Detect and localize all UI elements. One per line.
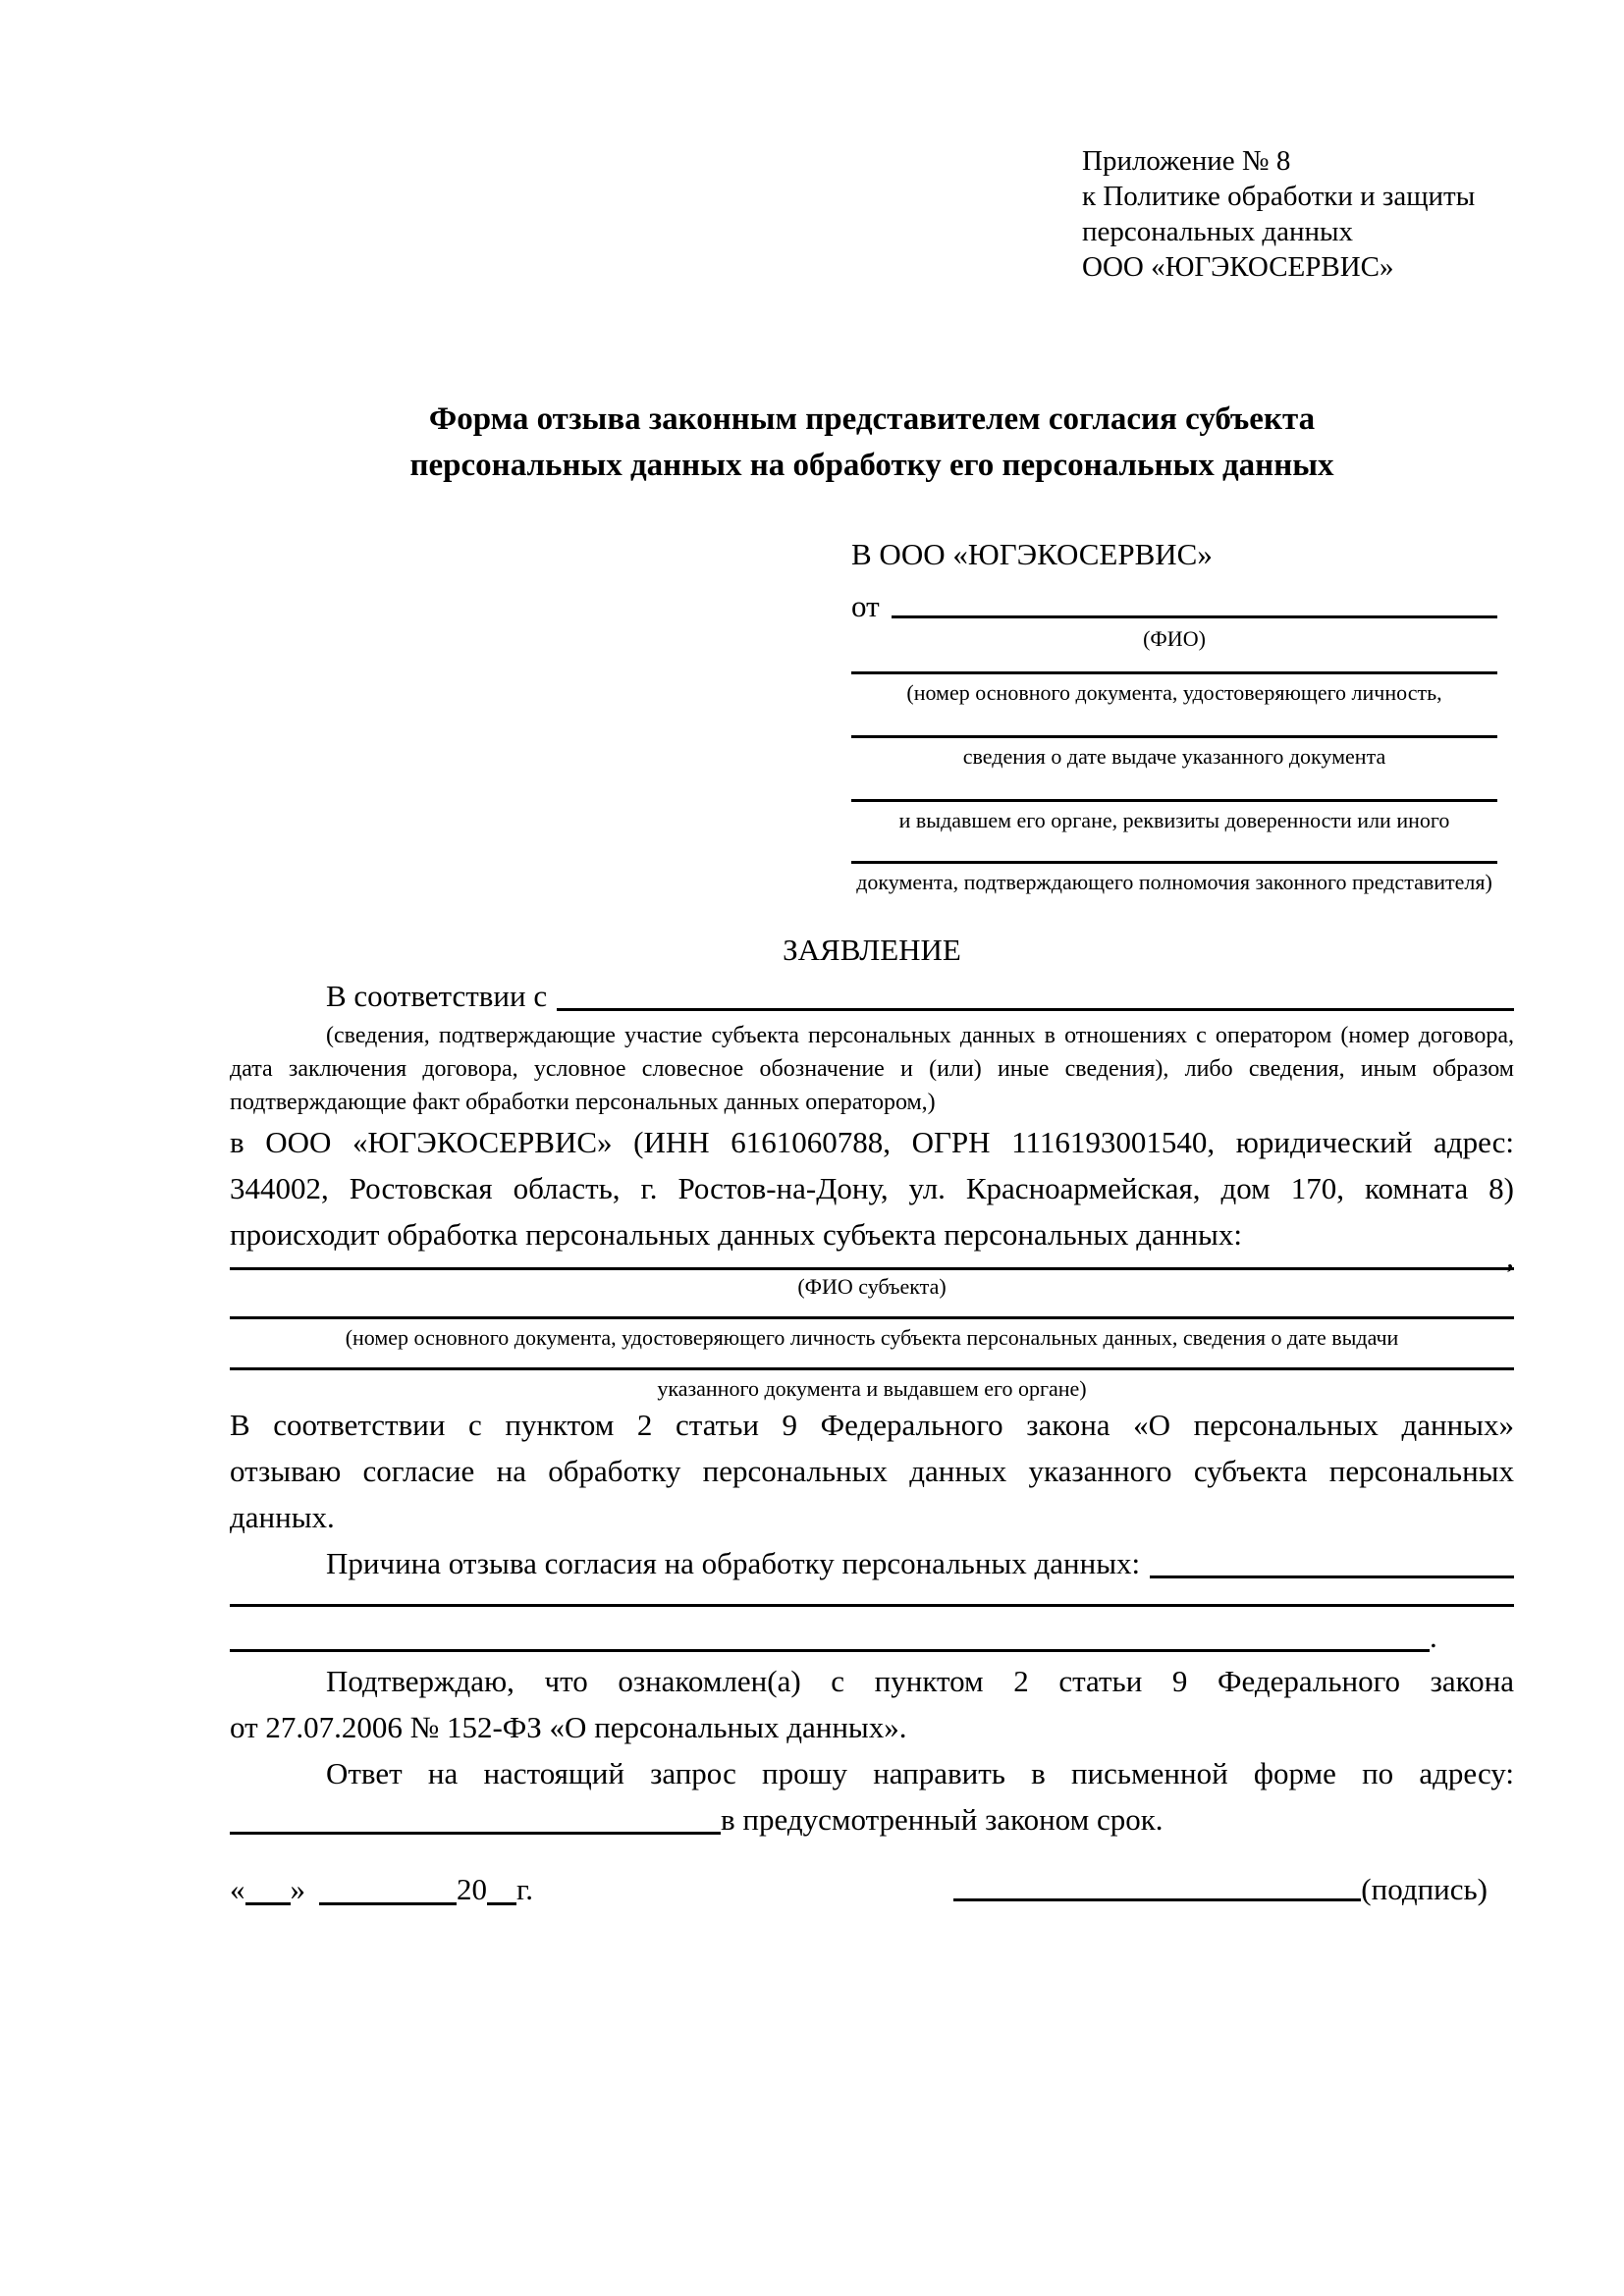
date-year-suffix: г. bbox=[516, 1872, 533, 1906]
addressee-block bbox=[851, 535, 1497, 895]
reply-suffix: в предусмотренный законом срок. bbox=[721, 1802, 1164, 1837]
withdraw-paragraph bbox=[230, 1402, 1514, 1540]
field-line-3 bbox=[851, 799, 1497, 802]
from-row bbox=[851, 580, 1497, 626]
statement-body bbox=[230, 927, 1514, 1842]
reply-row bbox=[230, 1796, 1514, 1842]
footnote-text: (сведения, подтверждающие участие субъекта персональных данных в отношениях с оператором (номер договора, дата заключения договора, условное словесное обозначение и (или) иные сведения), либо сведения, иным образом подтверждающие факт обработки персональных данных оператором,) bbox=[230, 1023, 1514, 1115]
signature-row bbox=[953, 1870, 1488, 1909]
signature-line bbox=[953, 1898, 1361, 1901]
from-label: от bbox=[851, 589, 880, 623]
field-line-2 bbox=[851, 735, 1497, 738]
field-caption-3: и выдавшем его органе, реквизиты доверенности или иного bbox=[898, 808, 1450, 832]
fio-caption: (ФИО) bbox=[1143, 626, 1206, 651]
subject-fio-line bbox=[230, 1240, 1514, 1274]
blank-line-2-row bbox=[230, 1619, 1514, 1652]
confirm-line-2: от 27.07.2006 № 152-ФЗ «О персональных данных». bbox=[230, 1710, 907, 1744]
confirm-line-1: Подтверждаю, что ознакомлен(а) с пунктом 2 статьи 9 Федерального закона bbox=[326, 1664, 1514, 1698]
appendix-line: к Политике обработки и защиты bbox=[1082, 181, 1476, 212]
intro-fill-line bbox=[557, 1008, 1514, 1011]
date-open-quote: « bbox=[230, 1872, 245, 1906]
subject-doc-caption-1: (номер основного документа, удостоверяющего личность субъекта персональных данных, сведения о дате выдачи bbox=[345, 1325, 1399, 1350]
operator-line-3: происходит обработка персональных данных субъекта персональных данных: bbox=[230, 1217, 1242, 1252]
confirm-paragraph bbox=[230, 1658, 1514, 1750]
date-row bbox=[230, 1870, 533, 1909]
date-year-blank bbox=[487, 1902, 516, 1905]
title-line-1: Форма отзыва законным представителем согласия субъекта bbox=[428, 401, 1316, 437]
date-close-quote: » bbox=[290, 1872, 305, 1906]
reply-line: Ответ на настоящий запрос прошу направить в письменной форме по адресу: bbox=[326, 1756, 1514, 1790]
footer bbox=[230, 1870, 1488, 1909]
subject-doc-caption-2: указанного документа и выдавшем его органе) bbox=[657, 1376, 1087, 1401]
appendix-line: ООО «ЮГЭКОСЕРВИС» bbox=[1082, 251, 1394, 283]
field-line-1 bbox=[851, 671, 1497, 674]
reply-fill-line bbox=[230, 1832, 721, 1835]
reason-label: Причина отзыва согласия на обработку персональных данных: bbox=[326, 1546, 1141, 1580]
addressee-organization: В ООО «ЮГЭКОСЕРВИС» bbox=[851, 537, 1213, 571]
appendix-line: персональных данных bbox=[1082, 216, 1354, 247]
blank-line-1 bbox=[230, 1604, 1514, 1607]
from-fill-line bbox=[892, 615, 1497, 618]
date-year-prefix: 20 bbox=[457, 1872, 487, 1906]
field-caption-2: сведения о дате выдаче указанного документа bbox=[962, 744, 1386, 769]
field-line-4 bbox=[851, 861, 1497, 864]
withdraw-line-2: отзываю согласие на обработку персональных данных указанного субъекта персональных bbox=[230, 1454, 1514, 1488]
date-month-blank bbox=[319, 1902, 457, 1905]
title-line-2: персональных данных на обработку его персональных данных bbox=[409, 448, 1334, 483]
field-caption-4: документа, подтверждающего полномочия законного представителя) bbox=[856, 870, 1492, 894]
withdraw-line-3: данных. bbox=[230, 1500, 335, 1534]
date-day-blank bbox=[245, 1902, 291, 1905]
appendix-block bbox=[1082, 143, 1475, 285]
intro-row bbox=[230, 973, 1514, 1019]
field-caption-1: (номер основного документа, удостоверяющего личность, bbox=[906, 680, 1442, 705]
document-title bbox=[230, 397, 1514, 489]
operator-line-2: 344002, Ростовская область, г. Ростов-на-Дону, ул. Красноармейская, дом 170, комната 8) bbox=[230, 1171, 1514, 1205]
subject-fio-comma: , bbox=[1506, 1240, 1514, 1274]
withdraw-line-1: В соответствии с пунктом 2 статьи 9 Федерального закона «О персональных данных» bbox=[230, 1408, 1514, 1442]
appendix-line: Приложение № 8 bbox=[1082, 145, 1291, 177]
reason-fill-line bbox=[1150, 1575, 1514, 1578]
reason-row bbox=[230, 1540, 1514, 1586]
subject-doc-line-1 bbox=[230, 1316, 1514, 1319]
statement-heading: ЗАЯВЛЕНИЕ bbox=[783, 933, 961, 967]
blank-line-2 bbox=[230, 1616, 1430, 1652]
operator-paragraph bbox=[230, 1119, 1514, 1257]
intro-label: В соответствии с bbox=[326, 979, 548, 1013]
operator-line-1: в ООО «ЮГЭКОСЕРВИС» (ИНН 6161060788, ОГРН 1116193001540, юридический адрес: bbox=[230, 1125, 1514, 1159]
signature-caption: (подпись) bbox=[1361, 1872, 1488, 1906]
blank-terminator: . bbox=[1430, 1620, 1437, 1654]
subject-doc-line-2 bbox=[230, 1367, 1514, 1370]
subject-fio-caption: (ФИО субъекта) bbox=[797, 1274, 947, 1299]
